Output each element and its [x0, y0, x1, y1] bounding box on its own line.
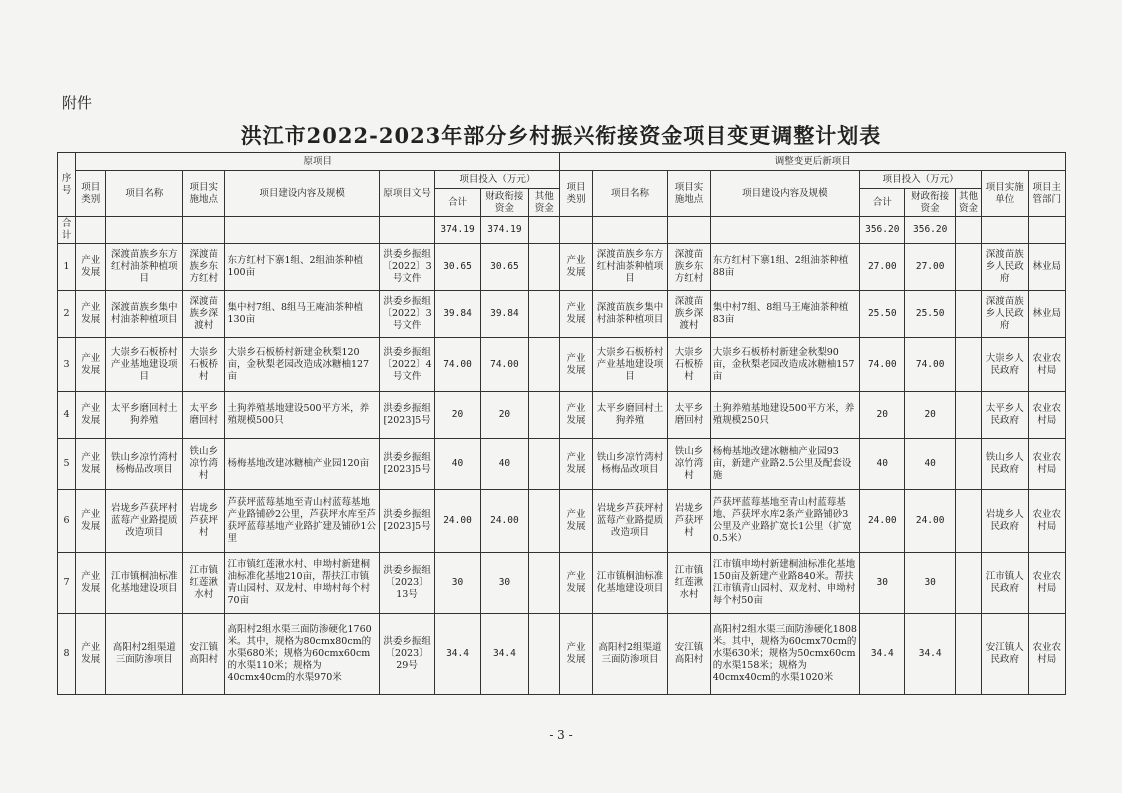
- new-fiscal: 27.00: [905, 244, 955, 291]
- orig-content: 杨梅基地改建冰糖柚产业园120亩: [225, 439, 379, 490]
- orig-name: 岩垅乡芦获坪村蓝莓产业路提质改造项目: [106, 490, 183, 553]
- new-location: 深渡苗族乡东方红村: [668, 244, 710, 291]
- orig-doc: 洪委乡振组〔2022〕3号文件: [379, 244, 434, 291]
- new-dept: 林业局: [1028, 244, 1065, 291]
- row-seq: 7: [58, 553, 76, 614]
- new-content: 江市镇申坳村新建桐油标准化基地150亩及新建产业路840米。帮扶江市镇青山园村、双龙村、申坳村每个村50亩: [710, 553, 859, 614]
- annex-label: 附件: [62, 94, 93, 112]
- header-new-fiscal: 财政衔接资金: [905, 189, 955, 217]
- header-dept: 项目主管部门: [1028, 171, 1065, 217]
- orig-total: 30: [435, 553, 480, 614]
- orig-name: 江市镇桐油标准化基地建设项目: [106, 553, 183, 614]
- new-location: 安江镇高阳村: [668, 614, 710, 695]
- totals-label: 合计: [58, 217, 76, 244]
- orig-content: 江市镇红莲湫水村、申坳村新建桐油标准化基地210亩，帮扶江市镇青山园村、双龙村、申坳村每个村70亩: [225, 553, 379, 614]
- new-name: 太平乡磨回村土狗养殖: [592, 392, 668, 439]
- document-title: 洪江市2022-2023年部分乡村振兴衔接资金项目变更调整计划表: [240, 123, 882, 148]
- table-row: [58, 244, 1066, 291]
- new-content: 大崇乡石板桥村新建金秋梨90亩，金秋梨老园改造成冰糖柚157亩: [710, 338, 859, 392]
- orig-doc: 洪委乡振组〔2022〕4号文件: [379, 338, 434, 392]
- header-orig-other: 其他资金: [529, 189, 560, 217]
- new-dept: 农业农村局: [1028, 614, 1065, 695]
- new-fiscal: 20: [905, 392, 955, 439]
- header-new-name: 项目名称: [592, 171, 668, 217]
- adjustment-table: [57, 152, 1066, 695]
- orig-content: 集中村7组、8组马王庵油茶种植130亩: [225, 291, 379, 338]
- new-dept: 农业农村局: [1028, 392, 1065, 439]
- orig-fiscal: 34.4: [480, 614, 528, 695]
- new-type: 产业发展: [560, 439, 592, 490]
- header-orig-total: 合计: [435, 189, 480, 217]
- totals-new-fiscal: 356.20: [905, 217, 955, 244]
- new-content: 高阳村2组水渠三面防渗硬化1808米。其中，规格为60cmx70cm的水渠630米；规格为50cmx60cm的水渠158米；规格为40cmx40cm的水渠1020米: [710, 614, 859, 695]
- orig-name: 铁山乡凉竹湾村杨梅品改项目: [106, 439, 183, 490]
- orig-other: [529, 338, 560, 392]
- new-location: 岩垅乡芦获坪村: [668, 490, 710, 553]
- new-name: 岩垅乡芦获坪村蓝莓产业路提质改造项目: [592, 490, 668, 553]
- orig-location: 江市镇红莲湫水村: [183, 553, 225, 614]
- header-orig-fiscal: 财政衔接资金: [480, 189, 528, 217]
- header-orig-type: 项目类别: [76, 171, 106, 217]
- new-dept: 农业农村局: [1028, 338, 1065, 392]
- orig-type: 产业发展: [76, 244, 106, 291]
- table-row: [58, 291, 1066, 338]
- orig-total: 34.4: [435, 614, 480, 695]
- header-orig-name: 项目名称: [106, 171, 183, 217]
- new-type: 产业发展: [560, 490, 592, 553]
- new-unit: 深渡苗族乡人民政府: [982, 244, 1028, 291]
- orig-doc: 洪委乡振组〔2022〕3号文件: [379, 291, 434, 338]
- new-name: 深渡苗族乡集中村油茶种植项目: [592, 291, 668, 338]
- row-seq: 6: [58, 490, 76, 553]
- orig-other: [529, 553, 560, 614]
- header-orig-content: 项目建设内容及规模: [225, 171, 379, 217]
- header-adjusted-group: 调整变更后新项目: [560, 153, 1066, 171]
- table-row: [58, 490, 1066, 553]
- new-name: 深渡苗族乡东方红村油茶种植项目: [592, 244, 668, 291]
- new-dept: 农业农村局: [1028, 553, 1065, 614]
- new-name: 铁山乡凉竹湾村杨梅品改项目: [592, 439, 668, 490]
- new-name: 大崇乡石板桥村产业基地建设项目: [592, 338, 668, 392]
- new-name: 高阳村2组渠道三面防渗项目: [592, 614, 668, 695]
- new-unit: 太平乡人民政府: [982, 392, 1028, 439]
- orig-content: 大崇乡石板桥村新建金秋梨120亩，金秋梨老园改造成冰糖柚127亩: [225, 338, 379, 392]
- orig-total: 39.84: [435, 291, 480, 338]
- new-fiscal: 40: [905, 439, 955, 490]
- orig-other: [529, 291, 560, 338]
- orig-fiscal: 40: [480, 439, 528, 490]
- new-content: 杨梅基地改建冰糖柚产业园93亩，新建产业路2.5公里及配套设施: [710, 439, 859, 490]
- orig-doc: 洪委乡振组〔2023〕29号: [379, 614, 434, 695]
- orig-fiscal: 74.00: [480, 338, 528, 392]
- new-total: 24.00: [860, 490, 905, 553]
- new-other: [955, 553, 981, 614]
- new-total: 25.50: [860, 291, 905, 338]
- header-new-other: 其他资金: [955, 189, 981, 217]
- orig-type: 产业发展: [76, 490, 106, 553]
- orig-name: 深渡苗族乡东方红村油茶种植项目: [106, 244, 183, 291]
- new-unit: 深渡苗族乡人民政府: [982, 291, 1028, 338]
- orig-other: [529, 439, 560, 490]
- orig-other: [529, 490, 560, 553]
- orig-fiscal: 39.84: [480, 291, 528, 338]
- new-location: 太平乡磨回村: [668, 392, 710, 439]
- table-row: [58, 392, 1066, 439]
- row-seq: 8: [58, 614, 76, 695]
- orig-type: 产业发展: [76, 338, 106, 392]
- new-content: 芦获坪蓝莓基地至青山村蓝莓基地、芦获坪水库2条产业路铺砂3公里及产业路扩宽长1公里（扩宽0.5米）: [710, 490, 859, 553]
- orig-location: 深渡苗族乡东方红村: [183, 244, 225, 291]
- new-fiscal: 30: [905, 553, 955, 614]
- orig-other: [529, 614, 560, 695]
- row-seq: 5: [58, 439, 76, 490]
- orig-doc: 洪委乡振组[2023]5号: [379, 392, 434, 439]
- new-other: [955, 291, 981, 338]
- header-orig-doc: 原项目文号: [379, 171, 434, 217]
- header-new-total: 合计: [860, 189, 905, 217]
- orig-content: 东方红村下寨1组、2组油茶种植100亩: [225, 244, 379, 291]
- new-other: [955, 244, 981, 291]
- row-seq: 4: [58, 392, 76, 439]
- totals-new-total: 356.20: [860, 217, 905, 244]
- new-dept: 农业农村局: [1028, 490, 1065, 553]
- page-number: - 3 -: [549, 728, 573, 742]
- new-unit: 铁山乡人民政府: [982, 439, 1028, 490]
- orig-type: 产业发展: [76, 439, 106, 490]
- new-location: 深渡苗族乡深渡村: [668, 291, 710, 338]
- orig-total: 74.00: [435, 338, 480, 392]
- orig-total: 24.00: [435, 490, 480, 553]
- orig-total: 40: [435, 439, 480, 490]
- orig-fiscal: 30.65: [480, 244, 528, 291]
- orig-other: [529, 392, 560, 439]
- row-seq: 3: [58, 338, 76, 392]
- new-content: 东方红村下寨1组、2组油茶种植88亩: [710, 244, 859, 291]
- orig-location: 安江镇高阳村: [183, 614, 225, 695]
- new-other: [955, 439, 981, 490]
- new-total: 27.00: [860, 244, 905, 291]
- table-row: [58, 553, 1066, 614]
- orig-doc: 洪委乡振组〔2023〕13号: [379, 553, 434, 614]
- orig-content: 高阳村2组水渠三面防渗硬化1760米。其中，规格为80cmx80cm的水渠680米；规格为60cmx60cm的水渠110米；规格为40cmx40cm的水渠970米: [225, 614, 379, 695]
- new-total: 40: [860, 439, 905, 490]
- new-fiscal: 25.50: [905, 291, 955, 338]
- header-seq: 序号: [58, 153, 76, 217]
- new-unit: 岩垅乡人民政府: [982, 490, 1028, 553]
- new-total: 74.00: [860, 338, 905, 392]
- orig-fiscal: 20: [480, 392, 528, 439]
- header-new-location: 项目实施地点: [668, 171, 710, 217]
- table-row: [58, 439, 1066, 490]
- new-total: 30: [860, 553, 905, 614]
- orig-name: 太平乡磨回村土狗养殖: [106, 392, 183, 439]
- new-location: 大崇乡石板桥村: [668, 338, 710, 392]
- new-location: 铁山乡凉竹湾村: [668, 439, 710, 490]
- orig-fiscal: 24.00: [480, 490, 528, 553]
- new-fiscal: 24.00: [905, 490, 955, 553]
- new-dept: 林业局: [1028, 291, 1065, 338]
- orig-location: 岩垅乡芦获坪村: [183, 490, 225, 553]
- new-type: 产业发展: [560, 244, 592, 291]
- orig-type: 产业发展: [76, 553, 106, 614]
- new-type: 产业发展: [560, 553, 592, 614]
- header-original-group: 原项目: [76, 153, 560, 171]
- orig-total: 20: [435, 392, 480, 439]
- header-new-type: 项目类别: [560, 171, 592, 217]
- new-unit: 安江镇人民政府: [982, 614, 1028, 695]
- orig-total: 30.65: [435, 244, 480, 291]
- header-new-investment: 项目投入（万元）: [860, 171, 982, 189]
- orig-doc: 洪委乡振组[2023]5号: [379, 439, 434, 490]
- new-total: 34.4: [860, 614, 905, 695]
- orig-doc: 洪委乡振组[2023]5号: [379, 490, 434, 553]
- new-type: 产业发展: [560, 338, 592, 392]
- orig-name: 高阳村2组渠道三面防渗项目: [106, 614, 183, 695]
- new-type: 产业发展: [560, 291, 592, 338]
- new-total: 20: [860, 392, 905, 439]
- new-content: 土狗养殖基地建设500平方米，养殖规模250只: [710, 392, 859, 439]
- new-other: [955, 392, 981, 439]
- header-orig-location: 项目实施地点: [183, 171, 225, 217]
- header-orig-investment: 项目投入（万元）: [435, 171, 560, 189]
- totals-row: [58, 217, 1066, 244]
- new-other: [955, 490, 981, 553]
- new-location: 江市镇红莲湫水村: [668, 553, 710, 614]
- table-row: [58, 338, 1066, 392]
- orig-type: 产业发展: [76, 614, 106, 695]
- orig-location: 太平乡磨回村: [183, 392, 225, 439]
- row-seq: 1: [58, 244, 76, 291]
- orig-location: 深渡苗族乡深渡村: [183, 291, 225, 338]
- orig-other: [529, 244, 560, 291]
- orig-name: 深渡苗族乡集中村油茶种植项目: [106, 291, 183, 338]
- new-unit: 大崇乡人民政府: [982, 338, 1028, 392]
- orig-type: 产业发展: [76, 392, 106, 439]
- new-fiscal: 74.00: [905, 338, 955, 392]
- table-row: [58, 614, 1066, 695]
- totals-orig-total: 374.19: [435, 217, 480, 244]
- header-new-content: 项目建设内容及规模: [710, 171, 859, 217]
- new-type: 产业发展: [560, 614, 592, 695]
- new-content: 集中村7组、8组马王庵油茶种植83亩: [710, 291, 859, 338]
- orig-name: 大崇乡石板桥村产业基地建设项目: [106, 338, 183, 392]
- orig-fiscal: 30: [480, 553, 528, 614]
- new-type: 产业发展: [560, 392, 592, 439]
- row-seq: 2: [58, 291, 76, 338]
- orig-type: 产业发展: [76, 291, 106, 338]
- new-other: [955, 338, 981, 392]
- orig-content: 土狗养殖基地建设500平方米，养殖规模500只: [225, 392, 379, 439]
- new-other: [955, 614, 981, 695]
- totals-orig-fiscal: 374.19: [480, 217, 528, 244]
- orig-location: 大崇乡石板桥村: [183, 338, 225, 392]
- orig-content: 芦获坪蓝莓基地至青山村蓝莓基地产业路铺砂2公里，芦获坪水库至芦获坪蓝莓基地产业路扩建及铺砂1公里: [225, 490, 379, 553]
- header-unit: 项目实施单位: [982, 171, 1028, 217]
- new-fiscal: 34.4: [905, 614, 955, 695]
- new-dept: 农业农村局: [1028, 439, 1065, 490]
- new-name: 江市镇桐油标准化基地建设项目: [592, 553, 668, 614]
- new-unit: 江市镇人民政府: [982, 553, 1028, 614]
- orig-location: 铁山乡凉竹湾村: [183, 439, 225, 490]
